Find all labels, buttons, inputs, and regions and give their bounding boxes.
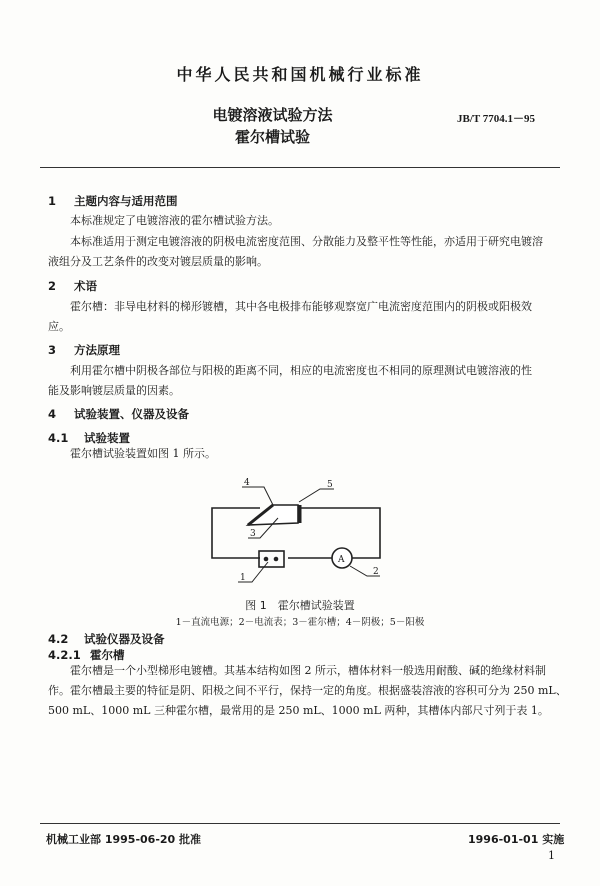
section-4-1-heading: 4.1 试验装置 (48, 431, 130, 445)
paragraph: 本标准规定了电镀溶液的霍尔槽试验方法。 (70, 214, 279, 227)
footer-rule (40, 823, 560, 824)
paragraph: 500 mL、1000 mL 三种霍尔槽，最常用的是 250 mL、1000 mL 两种，其槽体内部尺寸列于表 1。 (48, 704, 549, 717)
paragraph: 利用霍尔槽中阴极各部位与阳极的距离不同，相应的电流密度也不相同的原理测试电镀溶液的性 (70, 364, 532, 377)
hall-cell-circuit-diagram (180, 470, 440, 600)
figure-caption: 图 1 霍尔槽试验装置 (245, 599, 355, 612)
approval-date: 机械工业部 1995-06-20 批准 (46, 833, 202, 846)
label-2: 2 (373, 567, 379, 577)
paragraph: 霍尔槽：非导电材料的梯形镀槽，其中各电极排布能够观察宽广电流密度范围内的阴极或阳极效 (70, 300, 532, 313)
paragraph: 作。霍尔槽最主要的特征是阴、阳极之间不平行，保持一定的角度。根据盛装溶液的容积可分为 250 mL、 (48, 684, 567, 697)
label-5: 5 (327, 480, 333, 490)
header-rule (40, 167, 560, 168)
section-1-heading: 1 主题内容与适用范围 (48, 194, 178, 208)
section-4-2-heading: 4.2 试验仪器及设备 (48, 632, 165, 646)
effective-date: 1996-01-01 实施 (468, 833, 565, 846)
section-2-heading: 2 术语 (48, 279, 97, 293)
paragraph: 霍尔槽试验装置如图 1 所示。 (70, 447, 216, 460)
title-line-2: 霍尔槽试验 (234, 128, 310, 146)
section-4-2-1-heading: 4.2.1 霍尔槽 (48, 648, 125, 662)
label-1: 1 (240, 573, 246, 583)
label-3: 3 (250, 529, 256, 539)
title-line-1: 电镀溶液试验方法 (212, 106, 333, 124)
standard-header: 中华人民共和国机械行业标准 (176, 65, 424, 84)
label-4: 4 (244, 478, 250, 488)
standard-code: JB/T 7704.1－95 (457, 113, 536, 125)
paragraph: 液组分及工艺条件的改变对镀层质量的影响。 (48, 255, 268, 268)
ammeter-label: A (338, 555, 345, 565)
figure-legend: 1－直流电源；2－电流表；3－霍尔槽；4－阴极；5－阳极 (175, 617, 425, 628)
section-4-heading: 4 试验装置、仪器及设备 (48, 407, 189, 421)
paragraph: 本标准适用于测定电镀溶液的阴极电流密度范围、分散能力及整平性等性能，亦适用于研究电镀溶 (70, 235, 543, 248)
paragraph: 应。 (48, 320, 70, 333)
page-number: 1 (548, 849, 555, 862)
paragraph: 能及影响镀层质量的因素。 (48, 384, 180, 397)
section-3-heading: 3 方法原理 (48, 343, 120, 357)
paragraph: 霍尔槽是一个小型梯形电镀槽。其基本结构如图 2 所示，槽体材料一般选用耐酸、碱的绝缘材料制 (70, 664, 546, 677)
